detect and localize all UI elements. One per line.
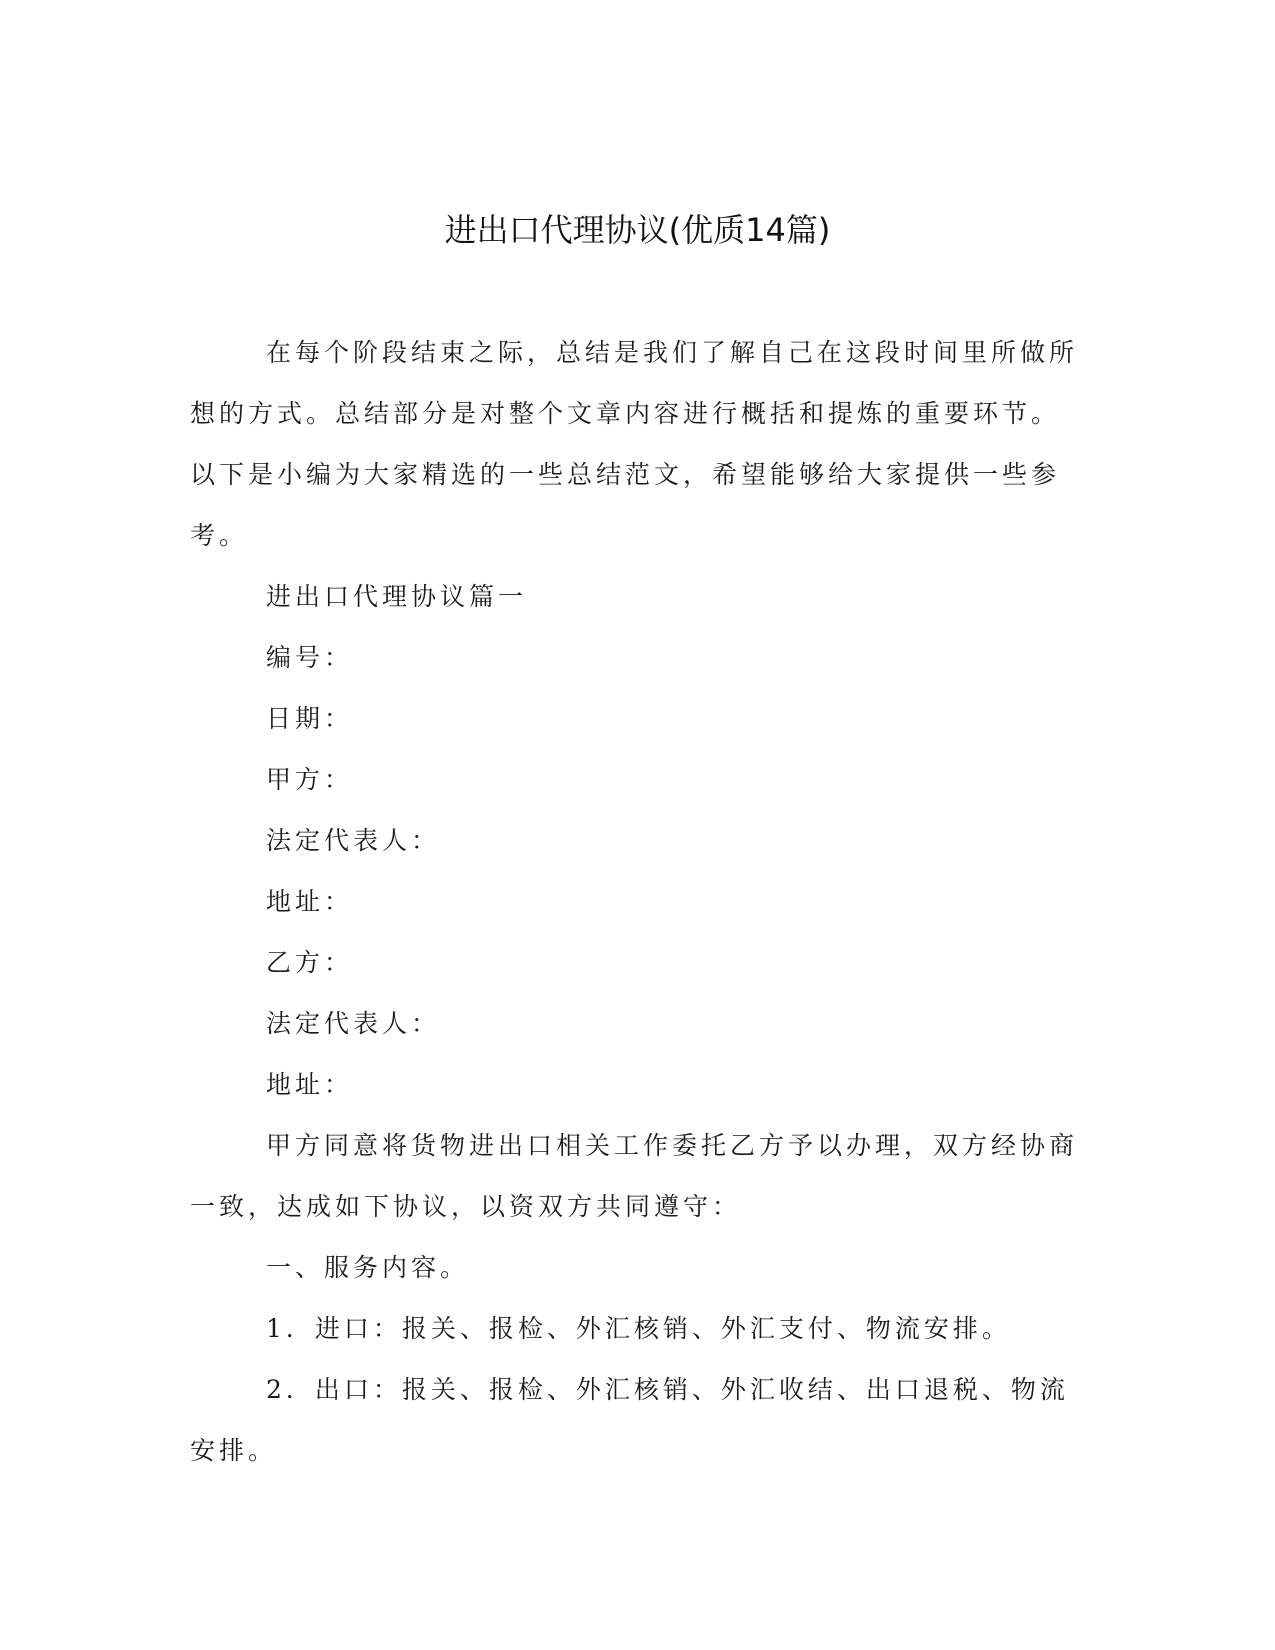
clause-heading-services: 一、服务内容。 [266, 1253, 470, 1282]
field-party-b: 乙方： [266, 948, 354, 977]
document-body [190, 322, 1080, 1481]
clause-export: 2．出口：报关、报检、外汇核销、外汇收结、出口退税、物流安排。 [190, 1375, 1069, 1465]
field-party-b-address: 地址： [266, 1070, 354, 1099]
field-party-a-address: 地址： [266, 887, 354, 916]
field-party-a-representative: 法定代表人： [266, 826, 441, 855]
agreement-paragraph: 甲方同意将货物进出口相关工作委托乙方予以办理，双方经协商一致，达成如下协议，以资双方共同遵守： [190, 1131, 1079, 1221]
field-party-b-representative: 法定代表人： [266, 1009, 441, 1038]
intro-paragraph: 在每个阶段结束之际，总结是我们了解自己在这段时间里所做所想的方式。总结部分是对整个文章内容进行概括和提炼的重要环节。以下是小编为大家精选的一些总结范文，希望能够给大家提供一些参考。 [190, 338, 1079, 550]
document-title: 进出口代理协议(优质14篇) [444, 211, 831, 249]
clause-import: 1．进口：报关、报检、外汇核销、外汇支付、物流安排。 [266, 1314, 1011, 1343]
field-party-a: 甲方： [266, 765, 354, 794]
field-date: 日期： [266, 704, 354, 733]
field-number: 编号： [266, 643, 354, 672]
section-heading: 进出口代理协议篇一 [266, 582, 528, 611]
